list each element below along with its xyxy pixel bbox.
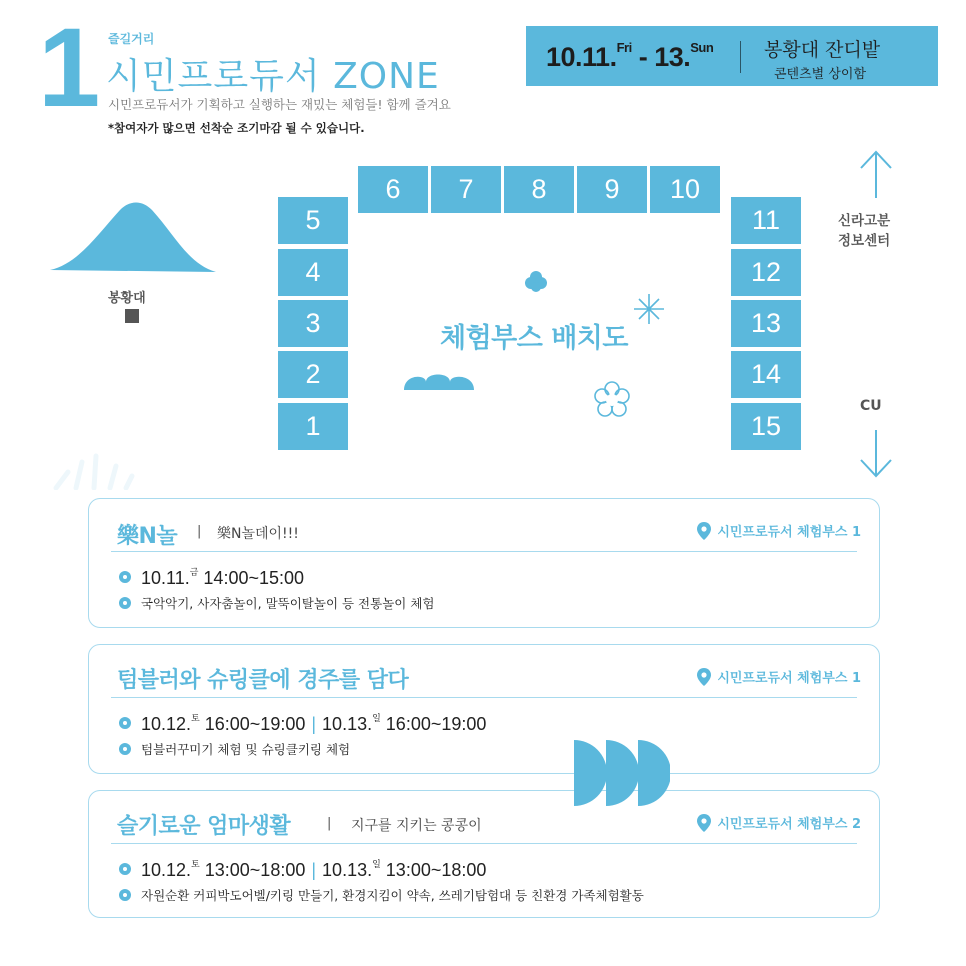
program-description: 텀블러꾸미기 체험 및 슈링클키링 체험 bbox=[141, 742, 351, 757]
title-divider: | bbox=[327, 816, 332, 831]
booth-12: 12 bbox=[731, 249, 801, 296]
venue-name: 봉황대 잔디밭 bbox=[764, 39, 881, 61]
flower-icon bbox=[592, 380, 632, 420]
location-pin-icon bbox=[697, 814, 711, 832]
booth-4: 4 bbox=[278, 249, 348, 296]
booth-13: 13 bbox=[731, 300, 801, 347]
landmark-cu: CU bbox=[860, 398, 882, 414]
half-circles-decoration bbox=[572, 740, 670, 806]
bullet-icon bbox=[119, 717, 131, 729]
bullet-icon bbox=[119, 743, 131, 755]
booth-14: 14 bbox=[731, 351, 801, 398]
location-pin-icon bbox=[697, 668, 711, 686]
program-time: 10.11.$^금$ 14:00~15:00 bbox=[141, 567, 305, 588]
title-divider: | bbox=[197, 524, 202, 539]
booth-3: 3 bbox=[278, 300, 348, 347]
zone-number: 1 bbox=[38, 5, 101, 130]
booth-7: 7 bbox=[431, 166, 501, 213]
booth-11: 11 bbox=[731, 197, 801, 244]
arrow-up-icon bbox=[856, 150, 896, 200]
program-title: 텀블러와 슈링클에 경주를 담다 bbox=[117, 668, 409, 693]
card-divider-line bbox=[111, 843, 857, 844]
landmark-mountain-label: 봉황대 bbox=[108, 291, 146, 306]
clover-icon bbox=[524, 270, 548, 294]
program-time: 10.12.$^토$ 16:00~19:00 | 10.13.$^일$ 16:00~19:00 bbox=[141, 713, 487, 734]
booth-9: 9 bbox=[577, 166, 647, 213]
booth-2: 2 bbox=[278, 351, 348, 398]
event-dates: 10.11.$^{Fri}$ - 13.$^{Sun}$ bbox=[546, 40, 714, 72]
zone-subtitle: 시민프로듀서가 기획하고 실행하는 재밌는 체험들! 함께 즐겨요 bbox=[108, 97, 451, 112]
program-time: 10.12.$^토$ 13:00~18:00 | 10.13.$^일$ 13:00~18:00 bbox=[141, 859, 487, 880]
program-description: 자원순환 커피박도어벨/키링 만들기, 환경지킴이 약속, 쓰레기탐험대 등 친환경 가족체험활동 bbox=[141, 888, 644, 903]
bullet-icon bbox=[119, 597, 131, 609]
booth-1: 1 bbox=[278, 403, 348, 450]
booth-6: 6 bbox=[358, 166, 428, 213]
bullet-icon bbox=[119, 889, 131, 901]
arrow-down-icon bbox=[856, 428, 896, 478]
landmark-marker bbox=[125, 309, 139, 323]
bullet-icon bbox=[119, 571, 131, 583]
splash-decoration bbox=[46, 450, 136, 490]
program-title: 슬기로운 엄마생활 bbox=[117, 814, 291, 839]
venue-note: 콘텐츠별 상이함 bbox=[774, 67, 867, 82]
program-subtitle: 지구를 지키는 콩콩이 bbox=[351, 818, 482, 834]
booth-5: 5 bbox=[278, 197, 348, 244]
booth-10: 10 bbox=[650, 166, 720, 213]
program-location: 시민프로듀서 체험부스 1 bbox=[697, 521, 861, 540]
program-location: 시민프로듀서 체험부스 1 bbox=[697, 667, 861, 686]
program-title: 樂N놀 bbox=[117, 524, 178, 549]
sparkle-icon bbox=[632, 292, 666, 326]
program-location: 시민프로듀서 체험부스 2 bbox=[697, 813, 861, 832]
program-subtitle: 樂N놀데이!!! bbox=[217, 526, 299, 542]
date-banner bbox=[526, 26, 938, 86]
cloud-icon bbox=[402, 368, 476, 392]
landmark-silla-info-center: 신라고분 정보센터 bbox=[838, 213, 891, 249]
program-description: 국악악기, 사자춤놀이, 말뚝이탈놀이 등 전통놀이 체험 bbox=[141, 596, 435, 611]
bullet-icon bbox=[119, 863, 131, 875]
zone-kicker: 즐길거리 bbox=[108, 32, 155, 46]
program-card-3 bbox=[88, 790, 880, 918]
booth-8: 8 bbox=[504, 166, 574, 213]
date-divider bbox=[740, 41, 741, 73]
card-divider-line bbox=[111, 697, 857, 698]
program-card-2 bbox=[88, 644, 880, 774]
zone-title: 시민프로듀서 ZONE bbox=[106, 56, 440, 97]
mountain-icon bbox=[48, 194, 218, 276]
zone-notice: *참여자가 많으면 선착순 조기마감 될 수 있습니다. bbox=[108, 121, 365, 135]
booth-15: 15 bbox=[731, 403, 801, 450]
program-card-1 bbox=[88, 498, 880, 628]
map-title: 체험부스 배치도 bbox=[440, 323, 628, 354]
location-pin-icon bbox=[697, 522, 711, 540]
card-divider-line bbox=[111, 551, 857, 552]
